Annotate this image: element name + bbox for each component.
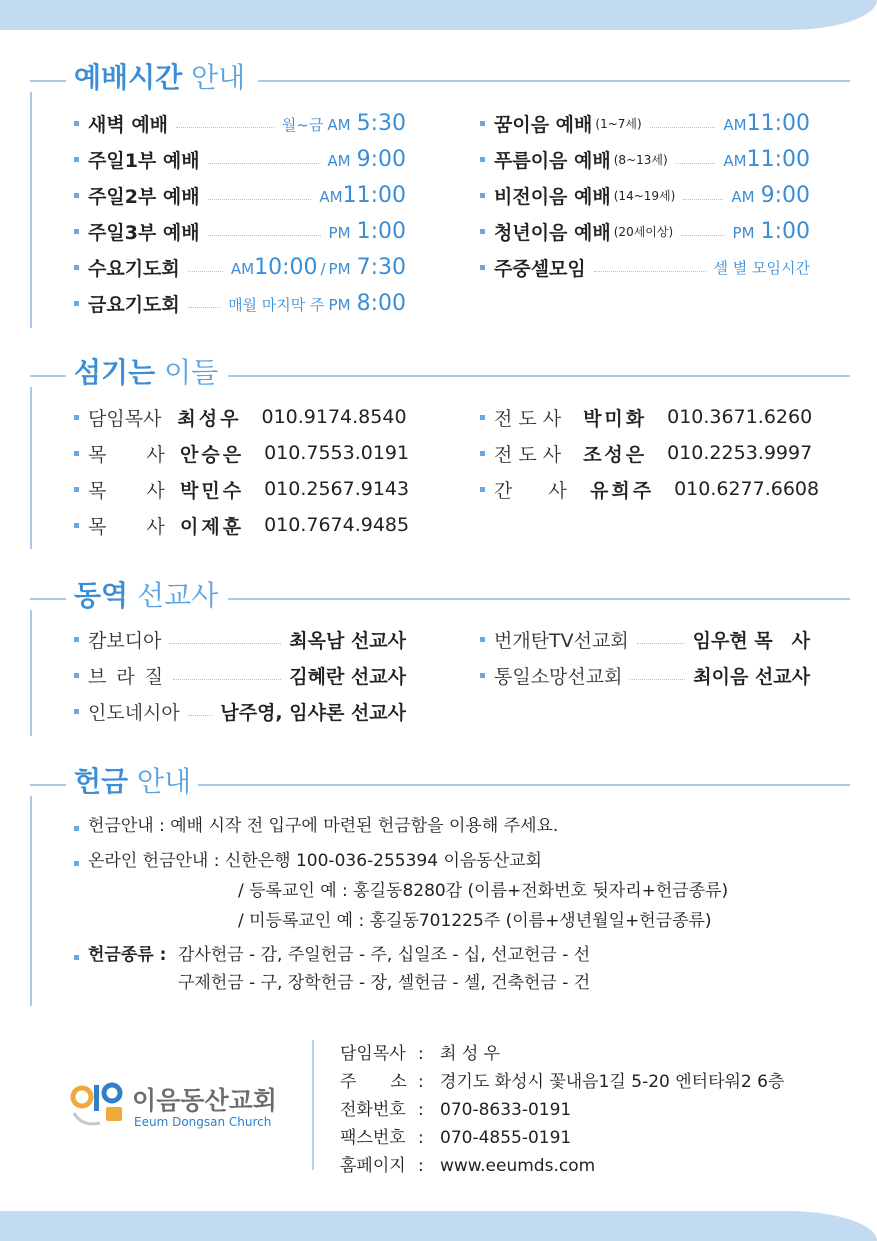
staff-row xyxy=(74,511,409,539)
staff-name: 이제훈 xyxy=(180,515,245,538)
ampm: AM xyxy=(723,115,747,134)
missionary-name: 김혜란 선교사 xyxy=(289,665,406,688)
staff-section xyxy=(30,347,850,549)
worship-time xyxy=(723,147,810,172)
info-row: 전화번호 : 070-8633-0191 xyxy=(340,1096,784,1124)
missionary-name: 최이음 선교사 xyxy=(693,665,810,688)
unregistered-example: / 미등록교인 예 : 홍길동701225주 (이름+생년월일+헌금종류) xyxy=(238,911,712,931)
bullet-icon xyxy=(74,121,79,126)
bullet-icon xyxy=(74,265,79,270)
dot-leader xyxy=(594,271,706,272)
worship-row xyxy=(480,181,810,209)
title-light: 이들 xyxy=(164,356,219,389)
staff-role: 담임목사 xyxy=(88,407,162,430)
church-info xyxy=(340,1040,784,1180)
staff-row xyxy=(74,475,409,503)
mission-place: 인도네시아 xyxy=(88,701,180,724)
bullet-icon xyxy=(74,229,79,234)
staff-phone: 010.7674.9485 xyxy=(264,514,410,536)
ampm: PM xyxy=(328,223,351,242)
bullet-icon xyxy=(480,487,485,492)
bullet-icon xyxy=(480,193,485,198)
header-line-left xyxy=(30,784,66,786)
dot-leader xyxy=(630,679,685,680)
missions-section xyxy=(30,570,850,736)
footer-divider xyxy=(312,1040,314,1170)
staff-name: 박미화 xyxy=(583,407,648,430)
mission-row xyxy=(74,625,406,653)
logo-subtitle: Eeum Dongsan Church xyxy=(134,1115,272,1129)
staff-row xyxy=(74,403,407,431)
title-strong: 헌금 xyxy=(74,765,129,798)
header-line-right xyxy=(198,784,850,786)
worship-time xyxy=(731,183,810,208)
time-value: 11:00 xyxy=(746,110,810,136)
bullet-icon xyxy=(74,301,79,306)
ampm: AM xyxy=(723,151,747,170)
age-range: (14~19세) xyxy=(613,188,676,203)
header-line-right xyxy=(228,375,850,377)
section-header xyxy=(30,347,850,387)
ampm: PM xyxy=(732,223,755,242)
bullet-icon xyxy=(74,955,79,960)
worship-row xyxy=(480,145,810,173)
dot-leader xyxy=(208,235,321,236)
offering-kinds-row: 구제헌금 - 구, 장학헌금 - 장, 셀헌금 - 셀, 건축헌금 - 건 xyxy=(178,973,591,993)
bullet-icon xyxy=(74,415,79,420)
worship-name: 주중셀모임 xyxy=(494,257,586,280)
header-line-right xyxy=(228,598,850,600)
mission-row xyxy=(74,661,406,689)
worship-name: 주일2부 예배 xyxy=(88,185,200,208)
bullet-icon xyxy=(480,451,485,456)
worship-name: 주일3부 예배 xyxy=(88,221,200,244)
header-line-right xyxy=(258,80,850,82)
staff-role: 목 사 xyxy=(88,515,165,538)
header-line-left xyxy=(30,80,66,82)
church-logo xyxy=(70,1077,300,1137)
worship-row xyxy=(480,109,810,137)
info-row: 담임목사 : 최 성 우 xyxy=(340,1040,784,1068)
title-light: 선교사 xyxy=(137,579,219,612)
offering-online-text: 온라인 헌금안내 : 신한은행 100-036-255394 이음동산교회 xyxy=(88,851,542,871)
staff-role: 전도사 xyxy=(494,443,568,466)
dot-leader xyxy=(637,643,685,644)
worship-row xyxy=(74,253,406,281)
mission-place: 번개탄TV선교회 xyxy=(494,629,629,652)
info-value: 최 성 우 xyxy=(440,1044,501,1064)
worship-time xyxy=(733,219,810,244)
worship-name: 금요기도회 xyxy=(88,293,180,316)
worship-section xyxy=(30,52,850,328)
offering-guide xyxy=(74,811,558,841)
info-label: 담임목사 xyxy=(340,1044,406,1064)
staff-name: 조성은 xyxy=(583,443,648,466)
section-border xyxy=(30,92,32,328)
mission-row xyxy=(74,697,406,725)
bullet-icon xyxy=(74,826,79,831)
ampm: AM xyxy=(230,259,255,278)
time-separator: / xyxy=(320,259,326,278)
staff-name: 최성우 xyxy=(177,407,242,430)
worship-name: 푸름이음 예배 xyxy=(494,149,611,172)
bullet-icon xyxy=(480,673,485,678)
ampm: PM xyxy=(328,295,351,314)
staff-phone: 010.6277.6608 xyxy=(674,478,820,500)
staff-name: 박민수 xyxy=(180,479,245,502)
title-light: 안내 xyxy=(191,61,246,94)
mission-row xyxy=(480,661,810,689)
dot-leader xyxy=(650,127,716,128)
info-label: 전화번호 xyxy=(340,1100,406,1120)
bullet-icon xyxy=(74,861,79,866)
section-header xyxy=(30,756,850,796)
section-title xyxy=(74,764,191,800)
worship-time xyxy=(723,111,810,136)
age-range: (1~7세) xyxy=(595,116,642,131)
offering-guide-text: 헌금안내 : 예배 시작 전 입구에 마련된 헌금함을 이용해 주세요. xyxy=(88,816,559,836)
info-value: 070-8633-0191 xyxy=(440,1100,572,1120)
info-label: 주 소 xyxy=(340,1072,407,1092)
staff-role: 목 사 xyxy=(88,479,165,502)
time-value: 9:00 xyxy=(356,146,406,172)
dot-leader xyxy=(683,199,723,200)
registered-example: / 등록교인 예 : 홍길동8280감 (이름+전화번호 뒷자리+헌금종류) xyxy=(238,881,729,901)
offering-kinds xyxy=(74,940,166,970)
worship-row xyxy=(74,145,406,173)
header-line-left xyxy=(30,375,66,377)
worship-name: 꿈이음 예배 xyxy=(494,113,593,136)
ampm: AM xyxy=(327,151,351,170)
header-line-left xyxy=(30,598,66,600)
staff-row xyxy=(480,439,812,467)
time-value: 8:00 xyxy=(356,290,406,316)
info-value: 경기도 화성시 꽃내음1길 5-20 엔터타워2 6층 xyxy=(440,1072,785,1092)
info-row: 주 소 : 경기도 화성시 꽃내음1길 5-20 엔터타워2 6층 xyxy=(340,1068,784,1096)
worship-name: 수요기도회 xyxy=(88,257,180,280)
logo-name: 이음동산교회 xyxy=(132,1086,277,1115)
bullet-icon xyxy=(480,415,485,420)
ampm: PM xyxy=(328,259,351,278)
staff-role: 전도사 xyxy=(494,407,568,430)
worship-name: 주일1부 예배 xyxy=(88,149,200,172)
time-value: 5:30 xyxy=(356,110,406,136)
bullet-icon xyxy=(74,709,79,714)
bullet-icon xyxy=(480,157,485,162)
dot-leader xyxy=(169,643,281,644)
section-header xyxy=(30,570,850,610)
staff-phone: 010.2567.9143 xyxy=(264,478,410,500)
section-border xyxy=(30,796,32,1006)
dot-leader xyxy=(188,715,213,716)
time-value: 9:00 xyxy=(760,182,810,208)
staff-row xyxy=(480,403,812,431)
staff-name: 유희주 xyxy=(590,479,655,502)
worship-time xyxy=(329,219,406,244)
worship-row xyxy=(74,289,406,317)
staff-role: 간 사 xyxy=(494,479,567,502)
worship-name: 새벽 예배 xyxy=(88,113,169,136)
staff-row xyxy=(74,439,409,467)
worship-note: 셀 별 모임시간 xyxy=(713,258,810,277)
dot-leader xyxy=(208,163,320,164)
title-light: 안내 xyxy=(137,765,192,798)
time-value: 11:00 xyxy=(746,146,810,172)
offering-online xyxy=(74,846,542,876)
dot-leader xyxy=(208,199,312,200)
title-strong: 예배시간 xyxy=(74,61,183,94)
info-row: 팩스번호 : 070-4855-0191 xyxy=(340,1124,784,1152)
time-prefix: 월~금 xyxy=(281,115,324,134)
bullet-icon xyxy=(480,637,485,642)
ampm: AM xyxy=(319,187,343,206)
worship-row xyxy=(74,217,406,245)
mission-place: 통일소망선교회 xyxy=(494,665,623,688)
bullet-icon xyxy=(74,487,79,492)
ampm: AM xyxy=(327,115,351,134)
bullet-icon xyxy=(74,193,79,198)
time-prefix: 매월 마지막 주 xyxy=(228,295,325,314)
missionary-name: 남주영, 임샤론 선교사 xyxy=(220,701,406,724)
staff-role: 목 사 xyxy=(88,443,165,466)
missionary-name: 임우현 목 사 xyxy=(692,629,810,652)
info-row: 홈페이지 : www.eeumds.com xyxy=(340,1152,784,1180)
worship-time xyxy=(319,183,406,208)
staff-phone: 010.9174.8540 xyxy=(261,406,407,428)
title-strong: 섬기는 xyxy=(74,356,156,389)
worship-row xyxy=(74,181,406,209)
section-border xyxy=(30,610,32,736)
bullet-icon xyxy=(480,265,485,270)
worship-time xyxy=(231,255,406,280)
section-title xyxy=(74,60,245,96)
dot-leader xyxy=(176,127,274,128)
age-range: (8~13세) xyxy=(613,152,668,167)
staff-phone: 010.7553.0191 xyxy=(264,442,410,464)
worship-name: 청년이음 예배 xyxy=(494,221,611,244)
staff-phone: 010.2253.9997 xyxy=(667,442,813,464)
mission-place: 캄보디아 xyxy=(88,629,162,652)
section-title xyxy=(74,578,218,614)
top-band xyxy=(0,0,877,30)
worship-time xyxy=(327,147,406,172)
staff-row xyxy=(480,475,819,503)
worship-row xyxy=(74,109,406,137)
homepage-link[interactable]: www.eeumds.com xyxy=(440,1156,596,1176)
title-strong: 동역 xyxy=(74,579,129,612)
worship-time xyxy=(228,291,406,316)
offering-kinds-label: 헌금종류 : xyxy=(88,945,167,965)
time-value: 1:00 xyxy=(760,218,810,244)
worship-time xyxy=(282,111,406,136)
bullet-icon xyxy=(74,157,79,162)
offering-kinds-row: 감사헌금 - 감, 주일헌금 - 주, 십일조 - 십, 선교헌금 - 선 xyxy=(178,945,591,965)
bullet-icon xyxy=(480,121,485,126)
worship-row xyxy=(480,253,810,281)
info-value: 070-4855-0191 xyxy=(440,1128,572,1148)
time-value: 11:00 xyxy=(342,182,406,208)
dot-leader xyxy=(188,271,223,272)
info-label: 팩스번호 xyxy=(340,1128,406,1148)
dot-leader xyxy=(681,235,724,236)
dot-leader xyxy=(676,163,716,164)
missionary-name: 최옥남 선교사 xyxy=(289,629,406,652)
staff-phone: 010.3671.6260 xyxy=(667,406,813,428)
bottom-band xyxy=(0,1211,877,1241)
bullet-icon xyxy=(480,229,485,234)
section-border xyxy=(30,387,32,549)
staff-name: 안승은 xyxy=(180,443,245,466)
ampm: AM xyxy=(731,187,755,206)
info-label: 홈페이지 xyxy=(340,1156,406,1176)
dot-leader xyxy=(188,307,220,308)
mission-place: 브 라 질 xyxy=(88,665,166,688)
time-value: 10:00 xyxy=(254,254,318,280)
worship-row xyxy=(480,217,810,245)
dot-leader xyxy=(173,679,281,680)
mission-row xyxy=(480,625,810,653)
bullet-icon xyxy=(74,637,79,642)
bullet-icon xyxy=(74,451,79,456)
bullet-icon xyxy=(74,523,79,528)
bullet-icon xyxy=(74,673,79,678)
age-range: (20세이상) xyxy=(613,224,674,239)
worship-name: 비전이음 예배 xyxy=(494,185,611,208)
section-title xyxy=(74,355,218,391)
offering-section xyxy=(30,756,850,1006)
time-value: 1:00 xyxy=(356,218,406,244)
time-value: 7:30 xyxy=(356,254,406,280)
section-header xyxy=(30,52,850,92)
